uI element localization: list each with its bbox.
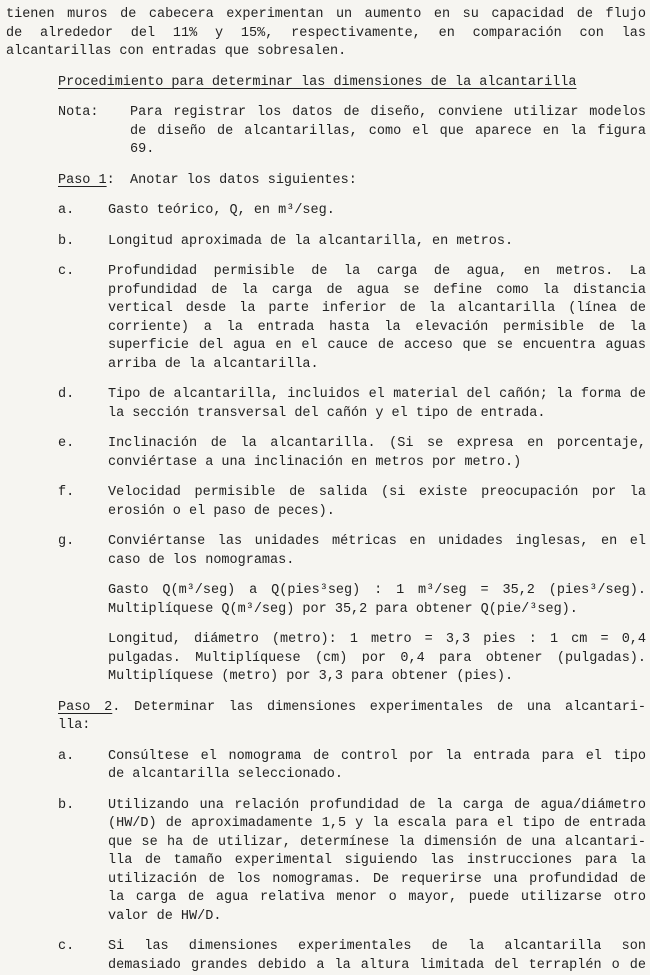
conversion-text xyxy=(108,582,646,619)
text-line: corriente) a la entrada hasta la elevación permisible de la xyxy=(108,319,646,338)
text-line: la carga de agua relativa menor o mayor, puede utilizarse otro xyxy=(108,889,646,908)
text-line: Utilizando una relación profundidad de la carga de agua/diámetro xyxy=(108,797,646,816)
step1-label-text: Paso 1 xyxy=(58,173,107,188)
text-line: vertical desde la parte inferior de la alcantarilla (línea de xyxy=(108,300,646,319)
item-text xyxy=(108,533,646,570)
text-line: alcantarillas con entradas que sobresalen. xyxy=(6,43,646,62)
step1-label xyxy=(58,172,130,191)
list-item-e xyxy=(58,435,646,472)
text-line: Multiplíquese (metro) por 3,3 para obtener (pies). xyxy=(108,668,646,687)
item-marker: d. xyxy=(58,386,108,423)
item-marker-empty xyxy=(58,631,108,687)
item-text xyxy=(108,202,646,221)
step2-paragraph xyxy=(58,699,646,736)
note-row xyxy=(58,104,646,160)
text-line: Gasto Q(m³/seg) a Q(pies³seg) : 1 m³/seg = 35,2 (pies³/seg). xyxy=(108,582,646,601)
note-label: Nota: xyxy=(58,104,130,160)
intro-paragraph xyxy=(6,6,646,62)
text-line: Si las dimensiones experimentales de la alcantarilla son xyxy=(108,938,646,957)
item-marker: a. xyxy=(58,748,108,785)
item-marker: a. xyxy=(58,202,108,221)
list-item-b xyxy=(58,233,646,252)
item-marker: b. xyxy=(58,233,108,252)
item-marker: e. xyxy=(58,435,108,472)
step2-first-line xyxy=(58,699,646,718)
text-line: Longitud aproximada de la alcantarilla, en metros. xyxy=(108,233,646,252)
text-line: Velocidad permisible de salida (si existe preocupación por la xyxy=(108,484,646,503)
conversion-text xyxy=(108,631,646,687)
list-item-f xyxy=(58,484,646,521)
text-line: arriba de la alcantarilla. xyxy=(108,356,646,375)
item-marker: c. xyxy=(58,263,108,374)
text-line: Consúltese el nomograma de control por la entrada para el tipo xyxy=(108,748,646,767)
text-line: Inclinación de la alcantarilla. (Si se expresa en porcentaje, xyxy=(108,435,646,454)
text-line: superficie del agua en el cauce de acceso que se encuentra aguas xyxy=(108,337,646,356)
section-heading-row xyxy=(58,74,646,93)
text-line: (HW/D) de aproximadamente 1,5 y la escala para el tipo de entrada xyxy=(108,815,646,834)
list-item-2a xyxy=(58,748,646,785)
item-marker: c. xyxy=(58,938,108,975)
list-item-a xyxy=(58,202,646,221)
item-text xyxy=(108,435,646,472)
step2-label-rest: . Determinar las dimensiones experimentales de una alcantari- xyxy=(112,700,646,715)
text-line: de alrededor del 11% y 15%, respectivamente, en comparación con las xyxy=(6,25,646,44)
section-heading: Procedimiento para determinar las dimensiones de la alcantarilla xyxy=(58,75,576,90)
text-line: Longitud, diámetro (metro): 1 metro = 3,3 pies : 1 cm = 0,4 xyxy=(108,631,646,650)
item-text xyxy=(108,938,646,975)
text-line: Conviértanse las unidades métricas en unidades inglesas, en el xyxy=(108,533,646,552)
text-line: Multiplíquese Q(m³/seg) por 35,2 para obtener Q(pie/³seg). xyxy=(108,601,646,620)
list-item-g xyxy=(58,533,646,570)
text-line: caso de los nomogramas. xyxy=(108,552,646,571)
text-line: Anotar los datos siguientes: xyxy=(130,172,646,191)
item-text xyxy=(108,748,646,785)
step1-label-colon: : xyxy=(107,173,115,188)
item-marker-empty xyxy=(58,582,108,619)
item-marker: b. xyxy=(58,797,108,927)
conversion-paragraph-flow xyxy=(58,582,646,619)
text-line: utilización de los nomogramas. De requerirse una profundidad de xyxy=(108,871,646,890)
text-line: 69. xyxy=(130,141,646,160)
list-item-2b xyxy=(58,797,646,927)
text-line: que se ha de utilizar, determínese la dimensión de una alcantari- xyxy=(108,834,646,853)
text-line: profundidad de la carga de agua se define como la distancia xyxy=(108,282,646,301)
step2-label: Paso 2 xyxy=(58,700,112,715)
list-item-c xyxy=(58,263,646,374)
item-text xyxy=(108,233,646,252)
step2-continuation: lla: xyxy=(58,717,646,736)
text-line: demasiado grandes debido a la altura limitada del terraplén o de xyxy=(108,957,646,975)
text-line: Gasto teórico, Q, en m³/seg. xyxy=(108,202,646,221)
text-line: de diseño de alcantarillas, como el que aparece en la figura xyxy=(130,123,646,142)
item-marker: g. xyxy=(58,533,108,570)
text-line: Profundidad permisible de la carga de agua, en metros. La xyxy=(108,263,646,282)
text-line: la sección transversal del cañón y el tipo de entrada. xyxy=(108,405,646,424)
list-item-d xyxy=(58,386,646,423)
note-text xyxy=(130,104,646,160)
text-line: erosión o el paso de peces). xyxy=(108,503,646,522)
conversion-paragraph-length xyxy=(58,631,646,687)
text-line: pulgadas. Multiplíquese (cm) por 0,4 para obtener (pulgadas). xyxy=(108,650,646,669)
item-text xyxy=(108,386,646,423)
text-line: Para registrar los datos de diseño, conviene utilizar modelos xyxy=(130,104,646,123)
text-line: lla de tamaño experimental siguiendo las instrucciones para la xyxy=(108,852,646,871)
item-marker: f. xyxy=(58,484,108,521)
text-line: de alcantarilla seleccionado. xyxy=(108,766,646,785)
text-line: tienen muros de cabecera experimentan un aumento en su capacidad de flujo xyxy=(6,6,646,25)
item-text xyxy=(108,263,646,374)
step1-text xyxy=(130,172,646,191)
text-line: Tipo de alcantarilla, incluidos el material del cañón; la forma de xyxy=(108,386,646,405)
item-text xyxy=(108,484,646,521)
list-item-2c xyxy=(58,938,646,975)
item-text xyxy=(108,797,646,927)
step1-row xyxy=(58,172,646,191)
text-line: conviértase a una inclinación en metros por metro.) xyxy=(108,454,646,473)
text-line: valor de HW/D. xyxy=(108,908,646,927)
